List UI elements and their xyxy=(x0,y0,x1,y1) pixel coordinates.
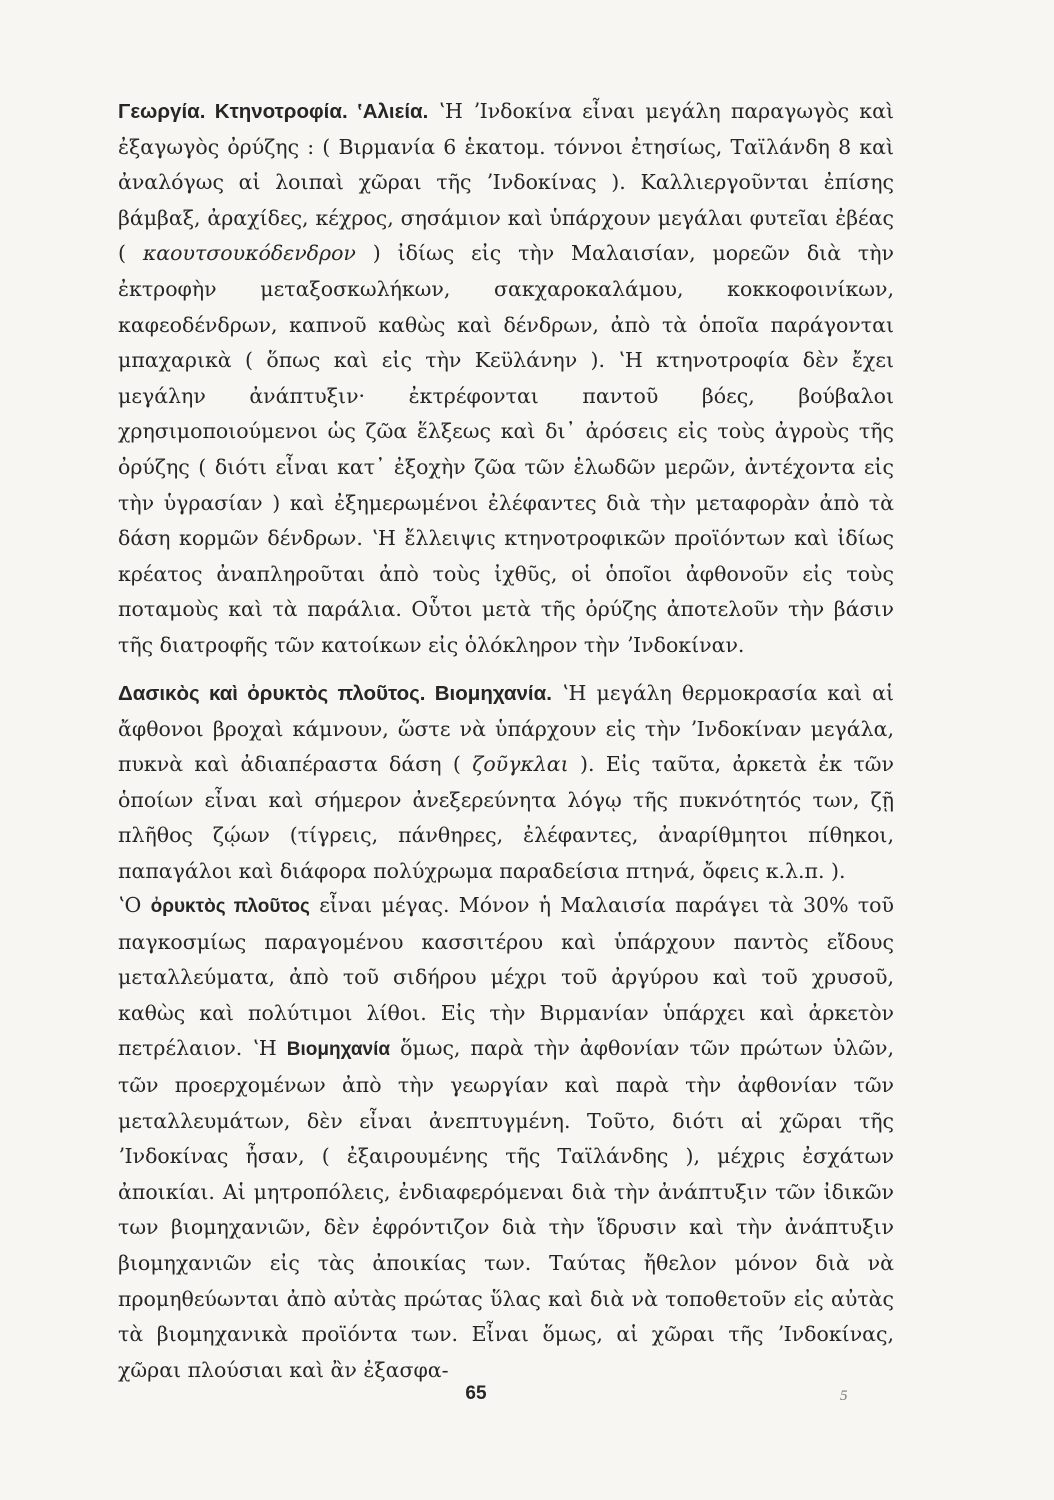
bold-term-minerals: ὀρυκτὸς πλοῦτος xyxy=(150,896,310,917)
bold-term-industry: Βιομηχανία xyxy=(286,1039,391,1061)
paragraph-forests xyxy=(118,676,894,890)
paragraph-text: ). Εἰς ταῦτα, ἀρκετὰ ἐκ τῶν ὁποίων εἶναι καὶ σήμερον ἀνεξερεύνητα λόγῳ τῆς πυκνότητός των, ζῇ πλῆθος ζῴων (τίγρεις, πάνθηρες, ἐλέφαντες, ἀναρίθμητοι πίθηκοι, παπαγάλοι καὶ διάφορα πολύχρωμα παραδείσια πτηνά, ὄφεις κ.λ.π. ). xyxy=(118,752,894,883)
paragraph-text: ) ἰδίως εἰς τὴν Μαλαισίαν, μορεῶν διὰ τὴν ἐκτροφὴν μεταξοσκωλήκων, σακχαροκαλάμου, κοκκοφοινίκων, καφεοδένδρων, καπνοῦ καθὼς καὶ δένδρων, ἀπὸ τὰ ὁποῖα παράγονται μπαχαρικὰ ( ὅπως καὶ εἰς τὴν Κεϋλάνην ). ʽΗ κτηνοτροφία δὲν ἔχει μεγάλην ἀνάπτυξιν· ἐκτρέφονται παντοῦ βόες, βούβαλοι χρησιμοποιούμενοι ὡς ζῶα ἕλξεως καὶ δι᾽ ἀρόσεις εἰς τοὺς ἀγροὺς τῆς ὀρύζης ( διότι εἶναι κατ᾽ ἐξοχὴν ζῶα τῶν ἑλωδῶν μερῶν, ἀντέχοντα εἰς τὴν ὑγρασίαν ) καὶ ἐξημερωμένοι ἐλέφαντες διὰ τὴν μεταφορὰν ἀπὸ τὰ δάση κορμῶν δένδρων. ʽΗ ἔλλειψις κτηνοτροφικῶν προϊόντων καὶ ἰδίως κρέατος ἀναπληροῦται ἀπὸ τοὺς ἰχθῦς, οἱ ὁποῖοι ἀφθονοῦν εἰς τοὺς ποταμοὺς καὶ τὰ παράλια. Οὗτοι μετὰ τῆς ὀρύζης ἀποτελοῦν τὴν βάσιν τῆς διατροφῆς τῶν κατοίκων εἰς ὁλόκληρον τὴν ʼΙνδοκίναν. xyxy=(118,241,894,657)
italic-term: ζοῦγκλαι xyxy=(472,752,569,777)
paragraph-text: εἶναι μέγας. Μόνον ἡ Μαλαισία παράγει τὰ 30% τοῦ παγκοσμίως παραγομένου κασσιτέρου καὶ ὑπάρχουν παντὸς εἴδους μεταλλεύματα, ἀπὸ τοῦ σιδήρου μέχρι τοῦ ἀργύρου καὶ τοῦ χρυσοῦ, καθὼς καὶ πολύτιμοι λίθοι. Εἰς τὴν Βιρμανίαν ὑπάρχει καὶ ἀρκετὸν πετρέλαιον. ʽΗ xyxy=(118,893,894,1061)
italic-term: καουτσουκόδενδρον xyxy=(142,241,356,266)
section-heading-agriculture: Γεωργία. Κτηνοτροφία. ʽΑλιεία. xyxy=(118,100,429,123)
paragraph-text: ʽΟ xyxy=(118,893,151,917)
paragraph-text: ʽΗ ʼΙνδοκίνα εἶναι μεγάλη παραγωγὸς καὶ ἐξαγωγὸς ὀρύζης : ( Βιρμανία 6 ἑκατομ. τόννοι ἐτησίως, Ταϊλάνδη 8 καὶ ἀναλόγως αἱ λοιπαὶ χῶραι τῆς ʼΙνδοκίνας ). Καλλιεργοῦνται ἐπίσης βάμβαξ, ἀραχίδες, κέχρος, σησάμιον καὶ ὑπάρχουν μεγάλαι φυτεῖαι ἐβέας ( xyxy=(118,99,894,266)
section-heading-forests: Δασικὸς καὶ ὀρυκτὸς πλοῦτος. Βιομηχανία. xyxy=(118,682,552,705)
paragraph-agriculture xyxy=(118,94,894,664)
paragraph-text: ʽΗ μεγάλη θερμοκρασία καὶ αἱ ἄφθονοι βροχαὶ κάμνουν, ὥστε νὰ ὑπάρχουν εἰς τὴν ʼΙνδοκίναν μεγάλα, πυκνὰ καὶ ἀδιαπέραστα δάση ( xyxy=(118,681,894,777)
corner-mark: 5 xyxy=(840,1388,848,1404)
page-number: 65 xyxy=(465,1383,487,1404)
paragraph-minerals xyxy=(118,888,894,1388)
paragraph-text: ὅμως, παρὰ τὴν ἀφθονίαν τῶν πρώτων ὑλῶν, τῶν προερχομένων ἀπὸ τὴν γεωργίαν καὶ παρὰ τὴν ἀφθονίαν τῶν μεταλλευμάτων, δὲν εἶναι ἀνεπτυγμένη. Τοῦτο, διότι αἱ χῶραι τῆς ʼΙνδοκίνας ἦσαν, ( ἐξαιρουμένης τῆς Ταϊλάνδης ), μέχρις ἐσχάτων ἀποικίαι. Αἱ μητροπόλεις, ἐνδιαφερόμεναι διὰ τὴν ἀνάπτυξιν τῶν ἰδικῶν των βιομηχανιῶν, δὲν ἐφρόντιζον διὰ τὴν ἵδρυσιν καὶ τὴν ἀνάπτυξιν βιομηχανιῶν εἰς τὰς ἀποικίας των. Ταύτας ἤθελον μόνον διὰ νὰ προμηθεύωνται ἀπὸ αὐτὰς πρώτας ὕλας καὶ διὰ νὰ τοποθετοῦν εἰς αὐτὰς τὰ βιομηχανικὰ προϊόντα των. Εἶναι ὅμως, αἱ χῶραι τῆς ʼΙνδοκίνας, χῶραι πλούσιαι καὶ ἂν ἐξασφα- xyxy=(118,1036,894,1382)
